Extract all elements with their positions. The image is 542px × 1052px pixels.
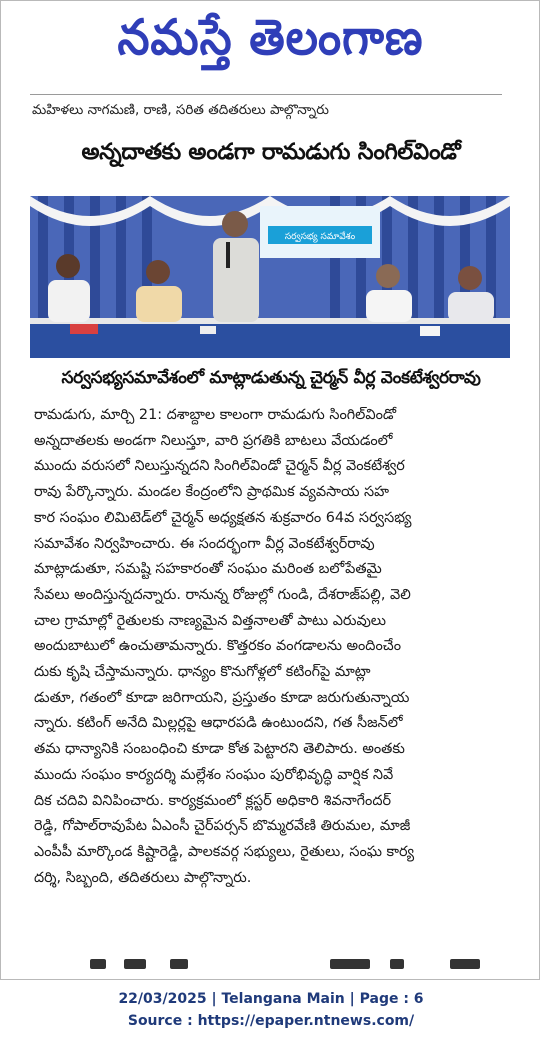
edition-info: 22/03/2025 | Telangana Main | Page : 6 — [118, 991, 424, 1007]
divider — [30, 94, 502, 95]
article-body — [34, 403, 506, 891]
body-line: దుకు కృషి చేస్తామన్నారు. ధాన్యం కొనుగోళ్లలో కటింగ్‌పై మాట్లా — [34, 664, 371, 681]
masthead — [0, 0, 542, 86]
body-line: న్నారు. కటింగ్ అనేది మిల్లర్లపై ఆధారపడి ఉంటుందని, గత సీజన్‌లో — [34, 715, 403, 732]
page-footer — [0, 988, 542, 1032]
body-line: ఎంపీపీ మార్కొండ కిష్టారెడ్డి, పాలకవర్గ సభ్యులు, రైతులు, సంఘ కార్య — [34, 843, 415, 860]
banner-text: సర్వసభ్య సమావేశం — [284, 232, 356, 242]
body-line: రామడుగు, మార్చి 21: దశాబ్దాల కాలంగా రామడుగు సింగిల్‌విండో — [34, 407, 397, 423]
body-line: సేవలు అందిస్తున్నదన్నారు. రానున్న రోజుల్లో గుండి, దేశరాజ్‌పల్లి, వెలి — [34, 586, 411, 603]
body-line: మాట్లాడుతూ, సమష్టి సహకారంతో సంఘం మరింత బలోపేతమై — [34, 561, 382, 578]
newspaper-title: నమస్తే తెలంగాణ — [117, 8, 424, 66]
body-line: ముందు వరుసలో నిలుస్తున్నదని సింగిల్‌విండో చైర్మన్ వీర్ల వెంకటేశ్వర — [34, 458, 405, 475]
cut-off-next-article — [30, 953, 510, 971]
body-line: రావు పేర్కొన్నారు. మండల కేంద్రంలోని ప్రాథమిక వ్యవసాయ సహ — [34, 484, 390, 501]
body-line: ముందు సంఘం కార్యదర్శి మల్లేశం సంఘం పురోభివృద్ధి వార్షిక నివే — [34, 766, 394, 783]
body-line: దర్శి, సిబ్బంది, తదితరులు పాల్గొన్నారు. — [34, 869, 252, 886]
carryover-line: మహిళలు నాగమణి, రాణి, సరిత తదితరులు పాల్గొన్నారు — [32, 102, 329, 118]
body-line: దిక చదివి వినిపించారు. కార్యక్రమంలో క్లస్టర్ అధికారి శివనాగేందర్ — [34, 792, 392, 809]
body-line: రెడ్డి, గోపాల్‌రావుపేట ఏఎంసీ చైర్‌పర్సన్ బొమ్మరవేణి తిరుమల, మాజీ — [34, 818, 411, 835]
photo-caption: సర్వసభ్యసమావేశంలో మాట్లాడుతున్న చైర్మన్ వీర్ల వెంకటేశ్వరరావు — [61, 368, 481, 388]
body-line: అందుబాటులో ఉంచుతామన్నారు. కొత్తరకం వంగడాలను అందించేం — [34, 638, 401, 655]
body-line: తమ ధాన్యానికి సంబంధించి కూడా కోత పెట్టారని తెలిపారు. అంతకు — [34, 741, 405, 758]
body-line: డుతూ, గతంలో కూడా జరిగాయని, ప్రస్తుతం కూడా జరుగుతున్నాయ — [34, 689, 410, 706]
body-line: చాల గ్రామాల్లో రైతులకు నాణ్యమైన విత్తనాలతో పాటు ఎరువులు — [34, 612, 386, 629]
meeting-photo-illustration — [30, 196, 510, 358]
body-line: సమావేశం నిర్వహించారు. ఈ సందర్భంగా వీర్ల వెంకటేశ్వర్‌రావు — [34, 535, 375, 552]
body-line: అన్నదాతలకు అండగా నిలుస్తూ, వారి ప్రగతికి బాటలు వేయడంలో — [34, 432, 393, 449]
source-link[interactable]: Source : https://epaper.ntnews.com/ — [127, 1013, 415, 1029]
headline: అన్నదాతకు అండగా రామడుగు సింగిల్‌విండో — [81, 139, 461, 165]
article-photo — [30, 196, 510, 358]
body-line: కార సంఘం లిమిటెడ్‌లో చైర్మన్ అధ్యక్షతన శుక్రవారం 64వ సర్వసభ్య — [34, 509, 412, 526]
